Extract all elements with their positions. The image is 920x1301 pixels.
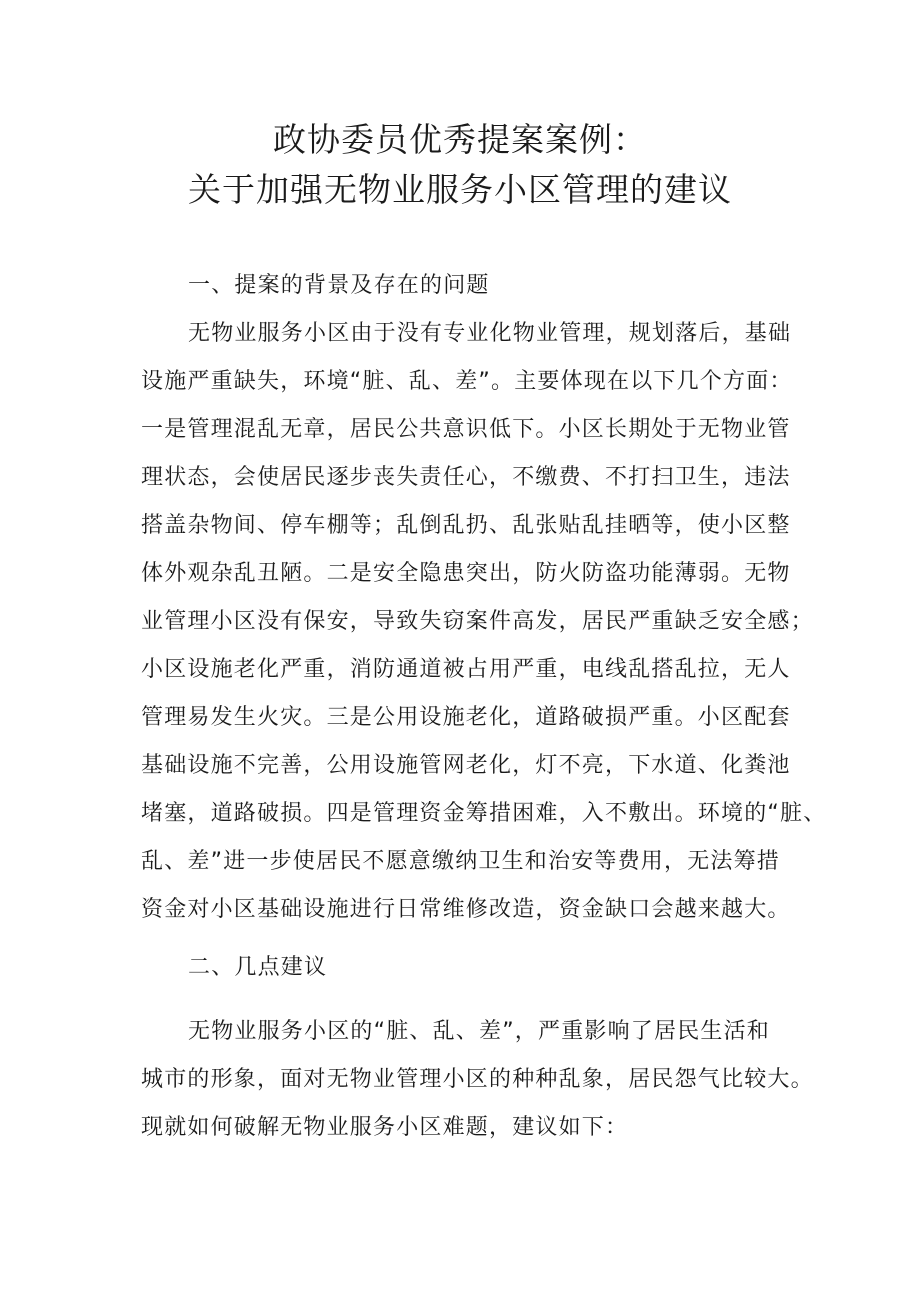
body-line: 乱、差”进一步使居民不愿意缴纳卫生和治安等费用，无法筹措 [141, 849, 780, 874]
document-title-line-1: 政协委员优秀提案案例： [273, 120, 647, 159]
body-line: 现就如何破解无物业服务小区难题，建议如下： [141, 1115, 629, 1140]
body-line: 堵塞，道路破损。四是管理资金筹措困难，入不敷出。环境的“脏、 [141, 801, 827, 826]
body-line: 体外观杂乱丑陋。二是安全隐患突出，防火防盗功能薄弱。无物 [141, 561, 791, 586]
body-line: 无物业服务小区的“脏、乱、差”，严重影响了居民生活和 [188, 1019, 770, 1044]
body-line: 城市的形象，面对无物业管理小区的种种乱象，居民怨气比较大。 [141, 1067, 814, 1092]
body-line: 搭盖杂物间、停车棚等；乱倒乱扔、乱张贴乱挂晒等，使小区整 [141, 513, 791, 538]
body-line: 资金对小区基础设施进行日常维修改造，资金缺口会越来越大。 [141, 897, 791, 922]
body-line: 小区设施老化严重，消防通道被占用严重，电线乱搭乱拉，无人 [141, 657, 791, 682]
section-2-heading: 二、几点建议 [188, 955, 328, 980]
body-line: 一是管理混乱无章，居民公共意识低下。小区长期处于无物业管 [141, 417, 791, 442]
document-title-line-2: 关于加强无物业服务小区管理的建议 [188, 170, 732, 209]
body-line: 业管理小区没有保安，导致失窃案件高发，居民严重缺乏安全感； [141, 609, 814, 634]
body-line: 无物业服务小区由于没有专业化物业管理，规划落后，基础 [188, 321, 792, 346]
section-1-heading: 一、提案的背景及存在的问题 [188, 273, 490, 298]
body-line: 理状态，会使居民逐步丧失责任心，不缴费、不打扫卫生，违法 [141, 465, 791, 490]
body-line: 设施严重缺失，环境“脏、乱、差”。主要体现在以下几个方面： [141, 369, 793, 394]
body-line: 基础设施不完善，公用设施管网老化，灯不亮，下水道、化粪池 [141, 753, 791, 778]
body-line: 管理易发生火灾。三是公用设施老化，道路破损严重。小区配套 [141, 705, 791, 730]
